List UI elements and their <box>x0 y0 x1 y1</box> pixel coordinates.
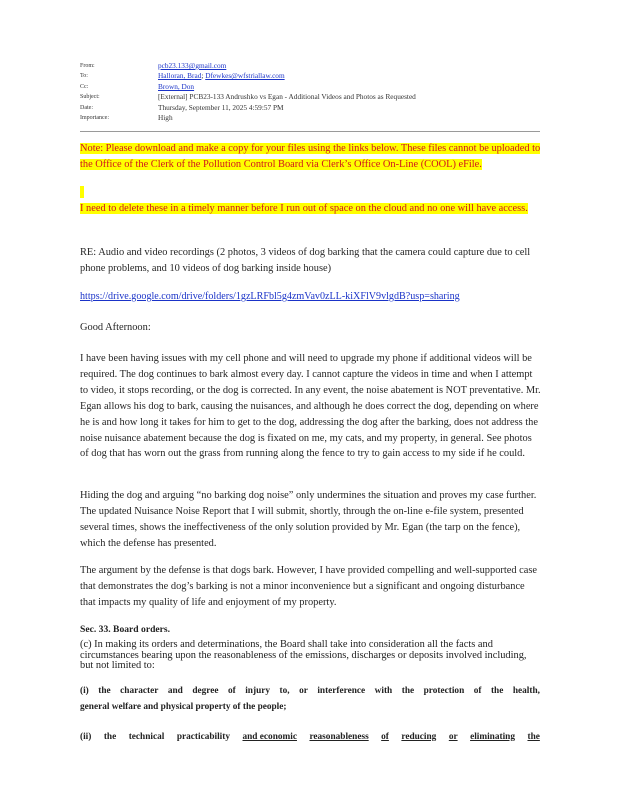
body-paragraph-2: Hiding the dog and arguing “no barking dog noise” only undermines the situation and proves my case further. The updated Nuisance Noise Report that I will submit, shortly, through the on-line e-file system, presented several times, shows the ineffectiveness of the only solution provided by Mr. Egan (the tarp on the fence), which the defense has presented. <box>80 490 537 549</box>
word: character <box>120 686 159 696</box>
word: the <box>490 686 504 696</box>
header-cc-row <box>80 82 540 92</box>
word: of <box>381 732 389 742</box>
greeting: Good Afternoon: <box>80 322 151 333</box>
body-paragraph-1: I have been having issues with my cell phone and will need to upgrade my phone if additional videos will be required. The dog continues to bark almost every day. I cannot capture the videos in time and when I attempt to video, it stops recording, or the dog is corrected. In any event, the noise abatement is NOT preventative. Mr. Egan allows his dog to bark, causing the nuisances, and although he does correct the dog, depending on where he is and how long it takes for him to get to the dog, addressing the dog after the barking, does not address the noise nuisance abatement because the dog is fixated on me, my cats, and my property, in general. See photos of dog that has worn out the grass from running along the fence to try to gain access to my side if he could. <box>80 353 541 460</box>
from-label: From: <box>80 63 95 69</box>
word: (i) <box>80 686 89 696</box>
note-paragraph-1-text: Note: Please download and make a copy for your files using the links below. These files cannot be uploaded to the Office of the Clerk of the Pollution Control Board via Clerk’s Office On-Line (COOL) eFile. <box>80 143 541 170</box>
word: the <box>98 686 111 696</box>
to-recipient-2-link[interactable]: Dfewkes@wfstriallaw.com <box>205 71 285 81</box>
word: of <box>227 686 236 696</box>
word: with <box>374 686 393 696</box>
re-line: RE: Audio and video recordings (2 photos, 3 videos of dog barking that the camera could capture due to cell phone problems, and 10 videos of dog barking inside house) <box>80 247 531 274</box>
statute-subsection-c: (c) In making its orders and determinations, the Board shall take into consideration all the facts and circumstances bearing upon the reasonableness of the emissions, discharges or deposits involved including, but not limited to: <box>80 639 527 672</box>
header-subject-row <box>80 92 540 102</box>
subject-value: [External] PCB23-133 Andrushko vs Egan - Additional Videos and Photos as Requested <box>158 92 416 102</box>
word: of <box>473 686 482 696</box>
item-i-line-2: general welfare and physical property of the people; <box>80 702 287 712</box>
importance-value: High <box>158 112 173 122</box>
word: eliminating <box>470 732 515 742</box>
to-separator: ; <box>201 71 206 81</box>
google-drive-link[interactable]: https://drive.google.com/drive/folders/1gzLRFbl5g4zmVav0zLL-kiXFlV9vlgdB?usp=sharing <box>80 291 460 302</box>
word: health, <box>512 686 540 696</box>
statute-item-ii <box>80 729 540 745</box>
word: and <box>167 686 183 696</box>
drive-link-row <box>80 289 542 305</box>
word: interference <box>317 686 366 696</box>
word: reducing <box>401 732 437 742</box>
cc-label: Cc: <box>80 83 89 90</box>
header-from-row <box>80 61 540 71</box>
word: and economic <box>242 732 297 742</box>
header-importance-row <box>80 113 540 123</box>
word: technical <box>128 732 165 742</box>
header-divider <box>80 131 540 132</box>
statute-item-i <box>80 683 540 715</box>
word: or <box>448 732 458 742</box>
body-paragraph-3: The argument by the defense is that dogs bark. However, I have provided compelling and well-supported case that demonstrates the dog’s barking is not a minor inconvenience but a significant and ongoing disturbance that impacts my quality of life and enjoyment of my property. <box>80 565 538 608</box>
from-address-link[interactable]: pcb23.133@gmail.com <box>158 61 227 70</box>
word: to, <box>279 686 290 696</box>
word: injury <box>245 686 271 696</box>
email-header <box>80 61 540 123</box>
item-ii-line-1 <box>80 729 540 745</box>
cc-recipient-link[interactable]: Brown, Don <box>158 81 195 91</box>
to-recipient-1-link[interactable]: Halloran, Brad <box>158 71 202 81</box>
word: the <box>401 686 415 696</box>
word: protection <box>423 686 465 696</box>
header-to-row <box>80 71 540 81</box>
word: the <box>103 732 117 742</box>
note-paragraph-2 <box>80 201 542 217</box>
word: (ii) <box>80 732 92 742</box>
word: practicability <box>176 732 231 742</box>
word: the <box>527 732 540 742</box>
subject-label: Subject: <box>80 94 100 101</box>
word: or <box>299 686 308 696</box>
importance-label: Importance: <box>80 114 109 121</box>
word: degree <box>192 686 219 696</box>
statute-heading: Sec. 33. Board orders. <box>80 624 171 635</box>
date-label: Date: <box>80 104 93 111</box>
word: reasonableness <box>309 732 369 742</box>
header-date-row <box>80 103 540 113</box>
note-paragraph-2-text: I need to delete these in a timely manner before I run out of space on the cloud and no one will have access. <box>80 203 528 214</box>
note-paragraph-1 <box>80 141 542 173</box>
highlight-caret-mark <box>80 186 84 198</box>
to-label: To: <box>80 73 88 80</box>
item-i-line-1 <box>80 683 540 699</box>
date-value: Thursday, September 11, 2025 4:59:57 PM <box>158 102 284 112</box>
